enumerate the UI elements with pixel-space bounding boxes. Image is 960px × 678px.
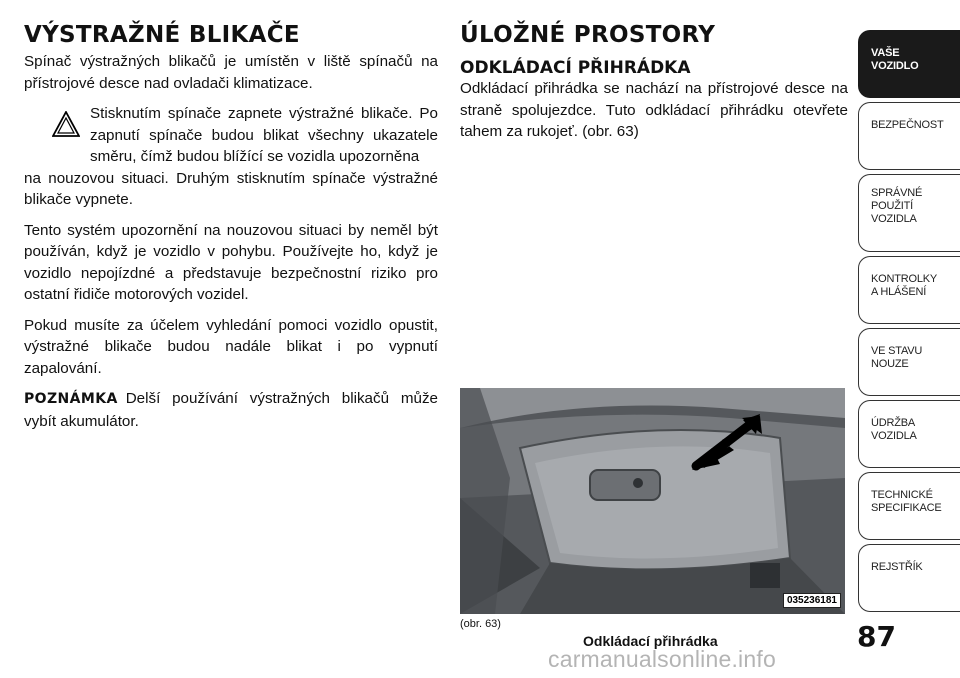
left-column [24, 22, 438, 441]
note-paragraph [24, 388, 438, 432]
section-title-storage: ÚLOŽNÉ PROSTORY [460, 22, 716, 48]
tab-kontrolky[interactable]: KONTROLKY A HLÁŠENÍ [858, 256, 960, 324]
glovebox-figure [460, 388, 845, 614]
warning-block [24, 103, 438, 168]
section-title-hazard: VÝSTRAŽNÉ BLIKAČE [24, 22, 300, 48]
chapter-tabs [858, 30, 960, 616]
intro-paragraph: Spínač výstražných blikačů je umístěn v liště spínačů na přístrojové desce nad ovladači klimatizace. [24, 53, 438, 92]
paragraph-leaving-vehicle: Pokud musíte za účelem vyhledání pomoci vozidlo opustit, výstražné blikače budou nadále blikat i po vypnutí zapalování. [24, 316, 438, 377]
tab-spravne-pouziti[interactable]: SPRÁVNÉ POUŽITÍ VOZIDLA [858, 174, 960, 252]
figure-caption: (obr. 63) [460, 618, 501, 630]
paragraph-usage: Tento systém upozornění na nouzovou situaci by neměl být používán, když je vozidlo v pohybu. Používejte ho, když je vozidlo nepojízdné a představuje bezpečnostní riziko pro ostatní řidiče motorových vozidel. [24, 221, 438, 303]
glovebox-illustration [460, 388, 845, 614]
tab-udrzba[interactable]: ÚDRŽBA VOZIDLA [858, 400, 960, 468]
warning-rest-text: na nouzovou situaci. Druhým stisknutím spínače výstražné blikače vypnete. [24, 169, 438, 208]
tab-vase-vozidlo[interactable]: VAŠE VOZIDLO [858, 30, 960, 98]
tab-technicke-specifikace[interactable]: TECHNICKÉ SPECIFIKACE [858, 472, 960, 540]
watermark: carmanualsonline.info [548, 646, 776, 672]
footer-section-title: Odkládací přihrádka [583, 633, 718, 649]
figure-code: 035236181 [783, 593, 841, 608]
subsection-title-glovebox: ODKLÁDACÍ PŘIHRÁDKA [460, 58, 691, 78]
glovebox-paragraph: Odkládací přihrádka se nachází na přístrojové desce na straně spolujezdce. Tuto odkládací přihrádku otevřete tahem za rukojeť. (obr. 63) [460, 80, 848, 140]
page-number: 87 [857, 620, 896, 653]
warning-triangle-icon [52, 111, 80, 137]
tab-ve-stavu-nouze[interactable]: VE STAVU NOUZE [858, 328, 960, 396]
tab-bezpecnost[interactable]: BEZPEČNOST [858, 102, 960, 170]
tab-rejstrik[interactable]: REJSTŘÍK [858, 544, 960, 612]
note-text: Delší používání výstražných blikačů může vybít akumulátor. [24, 390, 438, 430]
right-column [460, 22, 848, 152]
warning-lead-text: Stisknutím spínače zapnete výstražné blikače. Po zapnutí spínače budou blikat všechny ukazatele směru, čímž budou blížící se vozidla upozorněna [90, 105, 438, 165]
note-label: POZNÁMKA [24, 391, 118, 407]
